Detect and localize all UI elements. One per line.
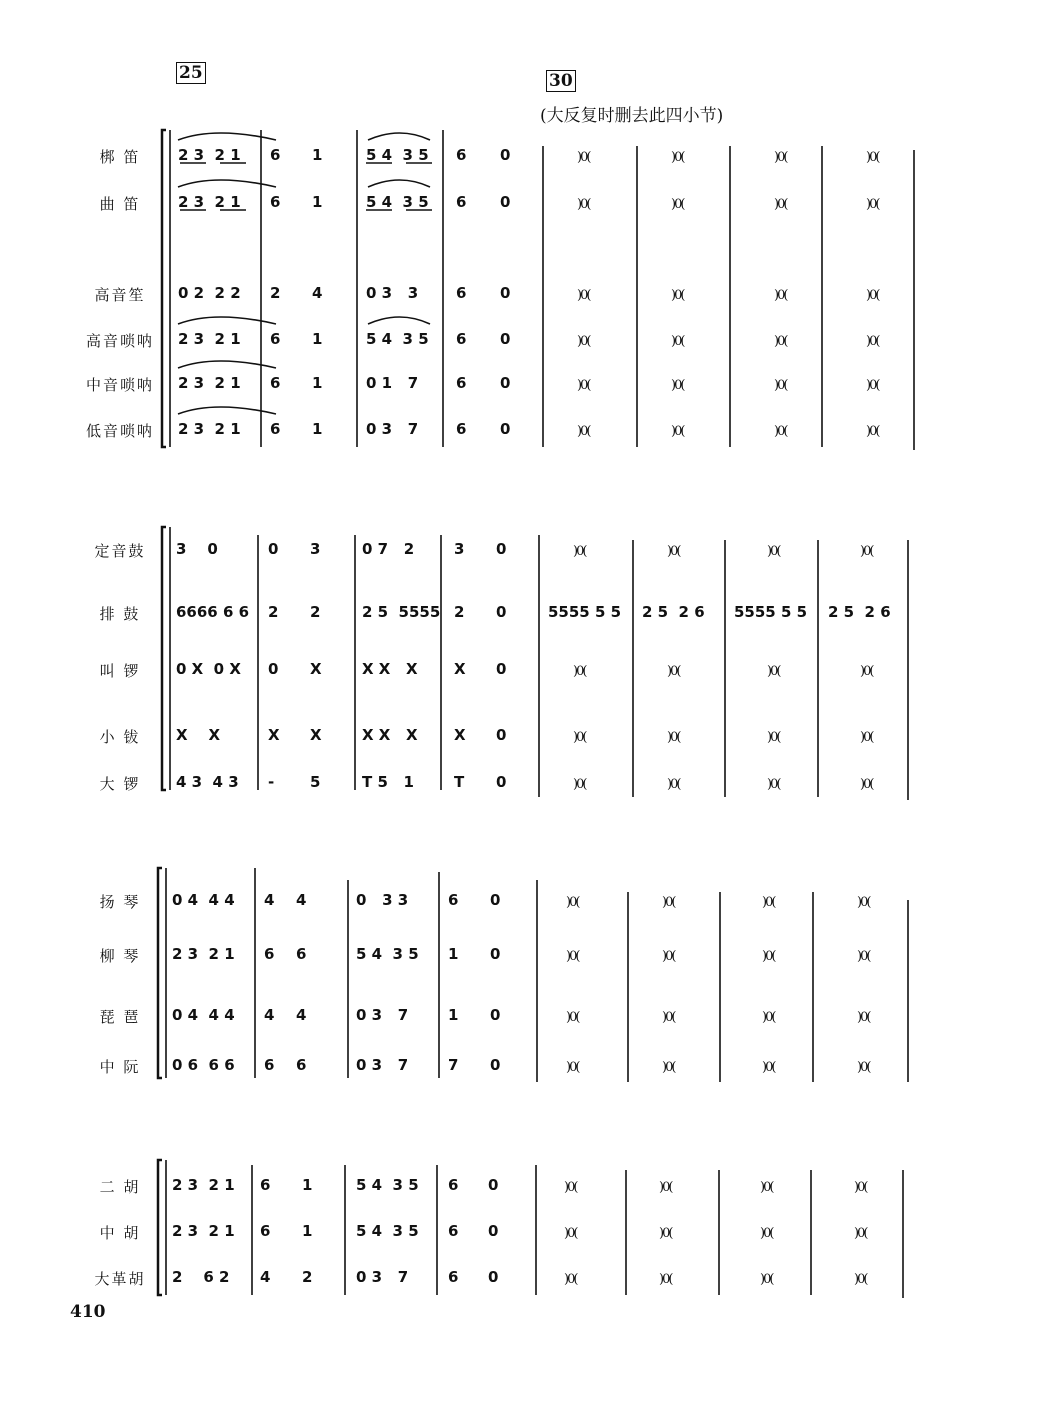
instrument-label: 小 钹 bbox=[99, 728, 141, 746]
note-cell: 5 4 3 5 bbox=[366, 193, 429, 211]
note-cell: 0 bbox=[496, 726, 507, 744]
note-cell: 4 bbox=[296, 891, 307, 909]
instrument-label: 中音唢呐 bbox=[85, 376, 154, 394]
instrument-label: 中 阮 bbox=[99, 1058, 141, 1076]
note-cell: 1 bbox=[302, 1222, 313, 1240]
note-cell: 0 bbox=[488, 1222, 499, 1240]
note-cell: 4 3 4 3 bbox=[176, 773, 239, 791]
repeat-rest-symbol: )0( bbox=[866, 334, 879, 349]
note-cell: 2 3 2 1 bbox=[178, 420, 241, 438]
note-cell: 6 bbox=[456, 374, 467, 392]
note-cell: 0 bbox=[500, 146, 511, 164]
instrument-label: 高音唢呐 bbox=[85, 332, 154, 350]
note-cell: 0 bbox=[490, 1006, 501, 1024]
note-cell: 0 bbox=[490, 945, 501, 963]
repeat-rest-symbol: )0( bbox=[774, 334, 787, 349]
repeat-rest-symbol: )0( bbox=[659, 1180, 672, 1195]
note-cell: 6 bbox=[260, 1222, 271, 1240]
note-cell: 0 7 2 bbox=[362, 540, 415, 558]
note-cell: 2 3 2 1 bbox=[178, 193, 241, 211]
repeat-rest-symbol: )0( bbox=[767, 544, 780, 559]
repeat-rest-symbol: )0( bbox=[866, 150, 879, 165]
repeat-rest-symbol: )0( bbox=[774, 150, 787, 165]
note-cell: 0 bbox=[500, 193, 511, 211]
repeat-rest-symbol: )0( bbox=[860, 730, 873, 745]
note-cell: 6 bbox=[448, 1222, 459, 1240]
note-cell: 4 bbox=[260, 1268, 271, 1286]
instrument-label: 高音笙 bbox=[94, 286, 146, 304]
note-cell: 0 bbox=[500, 374, 511, 392]
repeat-rest-symbol: )0( bbox=[564, 1180, 577, 1195]
repeat-rest-symbol: )0( bbox=[671, 288, 684, 303]
note-cell: 2 5 2 6 bbox=[642, 603, 705, 621]
repeat-rest-symbol: )0( bbox=[760, 1272, 773, 1287]
note-cell: 0 bbox=[490, 891, 501, 909]
repeat-rest-symbol: )0( bbox=[866, 197, 879, 212]
instrument-label: 大革胡 bbox=[94, 1270, 146, 1288]
note-cell: 1 bbox=[312, 330, 323, 348]
note-cell: 6 bbox=[260, 1176, 271, 1194]
instrument-label: 二 胡 bbox=[99, 1178, 141, 1196]
repeat-rest-symbol: )0( bbox=[760, 1180, 773, 1195]
note-cell: 1 bbox=[312, 146, 323, 164]
repeat-rest-symbol: )0( bbox=[577, 378, 590, 393]
instrument-label: 低音唢呐 bbox=[85, 422, 154, 440]
note-cell: 0 3 7 bbox=[356, 1006, 409, 1024]
note-cell: 0 4 4 4 bbox=[172, 1006, 235, 1024]
note-cell: 0 bbox=[496, 660, 507, 678]
note-cell: 0 bbox=[488, 1176, 499, 1194]
note-cell: 0 bbox=[500, 284, 511, 302]
note-cell: 6 bbox=[448, 891, 459, 909]
repeat-rest-symbol: )0( bbox=[857, 1010, 870, 1025]
repeat-rest-symbol: )0( bbox=[662, 1060, 675, 1075]
repeat-rest-symbol: )0( bbox=[854, 1180, 867, 1195]
note-cell: 6 bbox=[264, 945, 275, 963]
note-cell: 2 3 2 1 bbox=[178, 374, 241, 392]
note-cell: 6 bbox=[456, 420, 467, 438]
note-cell: 6 bbox=[270, 193, 281, 211]
note-cell: 6 bbox=[296, 1056, 307, 1074]
repeat-rest-symbol: )0( bbox=[860, 544, 873, 559]
repeat-rest-symbol: )0( bbox=[566, 895, 579, 910]
repeat-rest-symbol: )0( bbox=[577, 150, 590, 165]
repeat-rest-symbol: )0( bbox=[767, 777, 780, 792]
note-cell: X bbox=[454, 660, 466, 678]
note-cell: 0 3 7 bbox=[366, 420, 419, 438]
repeat-rest-symbol: )0( bbox=[760, 1226, 773, 1241]
repeat-rest-symbol: )0( bbox=[573, 730, 586, 745]
repeat-rest-symbol: )0( bbox=[774, 197, 787, 212]
note-cell: 3 0 bbox=[176, 540, 218, 558]
repeat-rest-symbol: )0( bbox=[566, 949, 579, 964]
repeat-rest-symbol: )0( bbox=[671, 334, 684, 349]
instrument-label: 梆 笛 bbox=[99, 148, 141, 166]
note-cell: 0 6 6 6 bbox=[172, 1056, 235, 1074]
note-cell: 5 4 3 5 bbox=[356, 1222, 419, 1240]
note-cell: 0 2 2 2 bbox=[178, 284, 241, 302]
repeat-rest-symbol: )0( bbox=[667, 544, 680, 559]
repeat-rest-symbol: )0( bbox=[566, 1010, 579, 1025]
note-cell: 2 5 2 6 bbox=[828, 603, 891, 621]
rehearsal-mark-25: 25 bbox=[176, 62, 206, 84]
instrument-label: 大 锣 bbox=[99, 775, 141, 793]
repeat-rest-symbol: )0( bbox=[671, 424, 684, 439]
note-cell: 6 bbox=[270, 374, 281, 392]
note-cell: X X X bbox=[362, 726, 418, 744]
note-cell: 2 bbox=[302, 1268, 313, 1286]
note-cell: 4 bbox=[312, 284, 323, 302]
note-cell: 2 bbox=[310, 603, 321, 621]
repeat-note: (大反复时删去此四小节) bbox=[540, 106, 724, 126]
repeat-rest-symbol: )0( bbox=[762, 949, 775, 964]
note-cell: 2 6 2 bbox=[172, 1268, 230, 1286]
repeat-rest-symbol: )0( bbox=[667, 730, 680, 745]
note-cell: 5555 5 5 bbox=[548, 603, 622, 621]
note-cell: 0 bbox=[500, 330, 511, 348]
note-cell: 3 bbox=[310, 540, 321, 558]
note-cell: 0 1 7 bbox=[366, 374, 419, 392]
note-cell: 6 bbox=[270, 146, 281, 164]
repeat-rest-symbol: )0( bbox=[854, 1226, 867, 1241]
repeat-rest-symbol: )0( bbox=[573, 544, 586, 559]
note-cell: 5 4 3 5 bbox=[366, 146, 429, 164]
note-cell: 6 bbox=[270, 330, 281, 348]
note-cell: 0 bbox=[268, 540, 279, 558]
note-cell: 2 5 5555 bbox=[362, 603, 441, 621]
note-cell: 2 bbox=[268, 603, 279, 621]
note-cell: 4 bbox=[264, 891, 275, 909]
note-cell: 2 bbox=[270, 284, 281, 302]
note-cell: X X bbox=[176, 726, 221, 744]
repeat-rest-symbol: )0( bbox=[662, 895, 675, 910]
repeat-rest-symbol: )0( bbox=[667, 777, 680, 792]
note-cell: 0 3 3 bbox=[356, 891, 409, 909]
note-cell: 1 bbox=[448, 1006, 459, 1024]
note-cell: 6 bbox=[448, 1176, 459, 1194]
note-cell: 5555 5 5 bbox=[734, 603, 808, 621]
repeat-rest-symbol: )0( bbox=[659, 1272, 672, 1287]
note-cell: 2 3 2 1 bbox=[178, 146, 241, 164]
repeat-rest-symbol: )0( bbox=[774, 288, 787, 303]
instrument-label: 排 鼓 bbox=[99, 605, 141, 623]
note-cell: 1 bbox=[312, 420, 323, 438]
repeat-rest-symbol: )0( bbox=[767, 664, 780, 679]
note-cell: - bbox=[268, 773, 275, 791]
repeat-rest-symbol: )0( bbox=[762, 895, 775, 910]
note-cell: 5 4 3 5 bbox=[366, 330, 429, 348]
note-cell: 5 4 3 5 bbox=[356, 1176, 419, 1194]
note-cell: 0 3 3 bbox=[366, 284, 419, 302]
repeat-rest-symbol: )0( bbox=[577, 288, 590, 303]
repeat-rest-symbol: )0( bbox=[860, 664, 873, 679]
note-cell: 0 bbox=[500, 420, 511, 438]
note-cell: X X X bbox=[362, 660, 418, 678]
note-cell: 0 bbox=[488, 1268, 499, 1286]
note-cell: 6 bbox=[456, 193, 467, 211]
repeat-rest-symbol: )0( bbox=[857, 895, 870, 910]
repeat-rest-symbol: )0( bbox=[564, 1272, 577, 1287]
note-cell: 2 3 2 1 bbox=[178, 330, 241, 348]
note-cell: 6 bbox=[296, 945, 307, 963]
note-cell: 6666 6 6 bbox=[176, 603, 250, 621]
repeat-rest-symbol: )0( bbox=[577, 424, 590, 439]
page-number: 410 bbox=[70, 1302, 106, 1322]
note-cell: 0 bbox=[496, 773, 507, 791]
note-cell: 6 bbox=[270, 420, 281, 438]
note-cell: 6 bbox=[456, 146, 467, 164]
note-cell: X bbox=[310, 660, 322, 678]
rehearsal-mark-30: 30 bbox=[546, 70, 576, 92]
note-cell: X bbox=[454, 726, 466, 744]
note-cell: 6 bbox=[456, 284, 467, 302]
note-cell: 0 bbox=[496, 540, 507, 558]
repeat-rest-symbol: )0( bbox=[671, 197, 684, 212]
repeat-rest-symbol: )0( bbox=[774, 378, 787, 393]
instrument-label: 中 胡 bbox=[99, 1224, 141, 1242]
repeat-rest-symbol: )0( bbox=[762, 1060, 775, 1075]
note-cell: 4 bbox=[264, 1006, 275, 1024]
repeat-rest-symbol: )0( bbox=[774, 424, 787, 439]
repeat-rest-symbol: )0( bbox=[577, 197, 590, 212]
repeat-rest-symbol: )0( bbox=[573, 777, 586, 792]
note-cell: 2 3 2 1 bbox=[172, 1176, 235, 1194]
repeat-rest-symbol: )0( bbox=[671, 378, 684, 393]
repeat-rest-symbol: )0( bbox=[860, 777, 873, 792]
note-cell: T bbox=[454, 773, 465, 791]
repeat-rest-symbol: )0( bbox=[866, 378, 879, 393]
repeat-rest-symbol: )0( bbox=[659, 1226, 672, 1241]
repeat-rest-symbol: )0( bbox=[566, 1060, 579, 1075]
repeat-rest-symbol: )0( bbox=[671, 150, 684, 165]
instrument-label: 扬 琴 bbox=[99, 893, 141, 911]
repeat-rest-symbol: )0( bbox=[577, 334, 590, 349]
note-cell: 1 bbox=[302, 1176, 313, 1194]
note-cell: 6 bbox=[448, 1268, 459, 1286]
note-cell: 5 bbox=[310, 773, 321, 791]
repeat-rest-symbol: )0( bbox=[866, 424, 879, 439]
note-cell: X bbox=[268, 726, 280, 744]
note-cell: 3 bbox=[454, 540, 465, 558]
instrument-label: 曲 笛 bbox=[99, 195, 141, 213]
note-cell: 6 bbox=[456, 330, 467, 348]
note-cell: 0 4 4 4 bbox=[172, 891, 235, 909]
note-cell: 6 bbox=[264, 1056, 275, 1074]
repeat-rest-symbol: )0( bbox=[667, 664, 680, 679]
instrument-label: 定音鼓 bbox=[94, 542, 146, 560]
note-cell: 1 bbox=[312, 374, 323, 392]
note-cell: 2 3 2 1 bbox=[172, 945, 235, 963]
note-cell: 0 X 0 X bbox=[176, 660, 241, 678]
repeat-rest-symbol: )0( bbox=[573, 664, 586, 679]
note-cell: 0 3 7 bbox=[356, 1056, 409, 1074]
repeat-rest-symbol: )0( bbox=[662, 1010, 675, 1025]
instrument-label: 柳 琴 bbox=[99, 947, 141, 965]
note-cell: 1 bbox=[448, 945, 459, 963]
note-cell: 0 bbox=[268, 660, 279, 678]
instrument-label: 琵 琶 bbox=[99, 1008, 141, 1026]
note-cell: 2 bbox=[454, 603, 465, 621]
note-cell: 1 bbox=[312, 193, 323, 211]
repeat-rest-symbol: )0( bbox=[857, 1060, 870, 1075]
note-cell: X bbox=[310, 726, 322, 744]
note-cell: 0 3 7 bbox=[356, 1268, 409, 1286]
note-cell: T 5 1 bbox=[362, 773, 414, 791]
repeat-rest-symbol: )0( bbox=[662, 949, 675, 964]
repeat-rest-symbol: )0( bbox=[854, 1272, 867, 1287]
note-cell: 2 3 2 1 bbox=[172, 1222, 235, 1240]
repeat-rest-symbol: )0( bbox=[564, 1226, 577, 1241]
note-cell: 5 4 3 5 bbox=[356, 945, 419, 963]
note-cell: 0 bbox=[496, 603, 507, 621]
repeat-rest-symbol: )0( bbox=[857, 949, 870, 964]
instrument-label: 叫 锣 bbox=[99, 662, 141, 680]
repeat-rest-symbol: )0( bbox=[767, 730, 780, 745]
repeat-rest-symbol: )0( bbox=[866, 288, 879, 303]
note-cell: 0 bbox=[490, 1056, 501, 1074]
repeat-rest-symbol: )0( bbox=[762, 1010, 775, 1025]
note-cell: 4 bbox=[296, 1006, 307, 1024]
note-cell: 7 bbox=[448, 1056, 459, 1074]
